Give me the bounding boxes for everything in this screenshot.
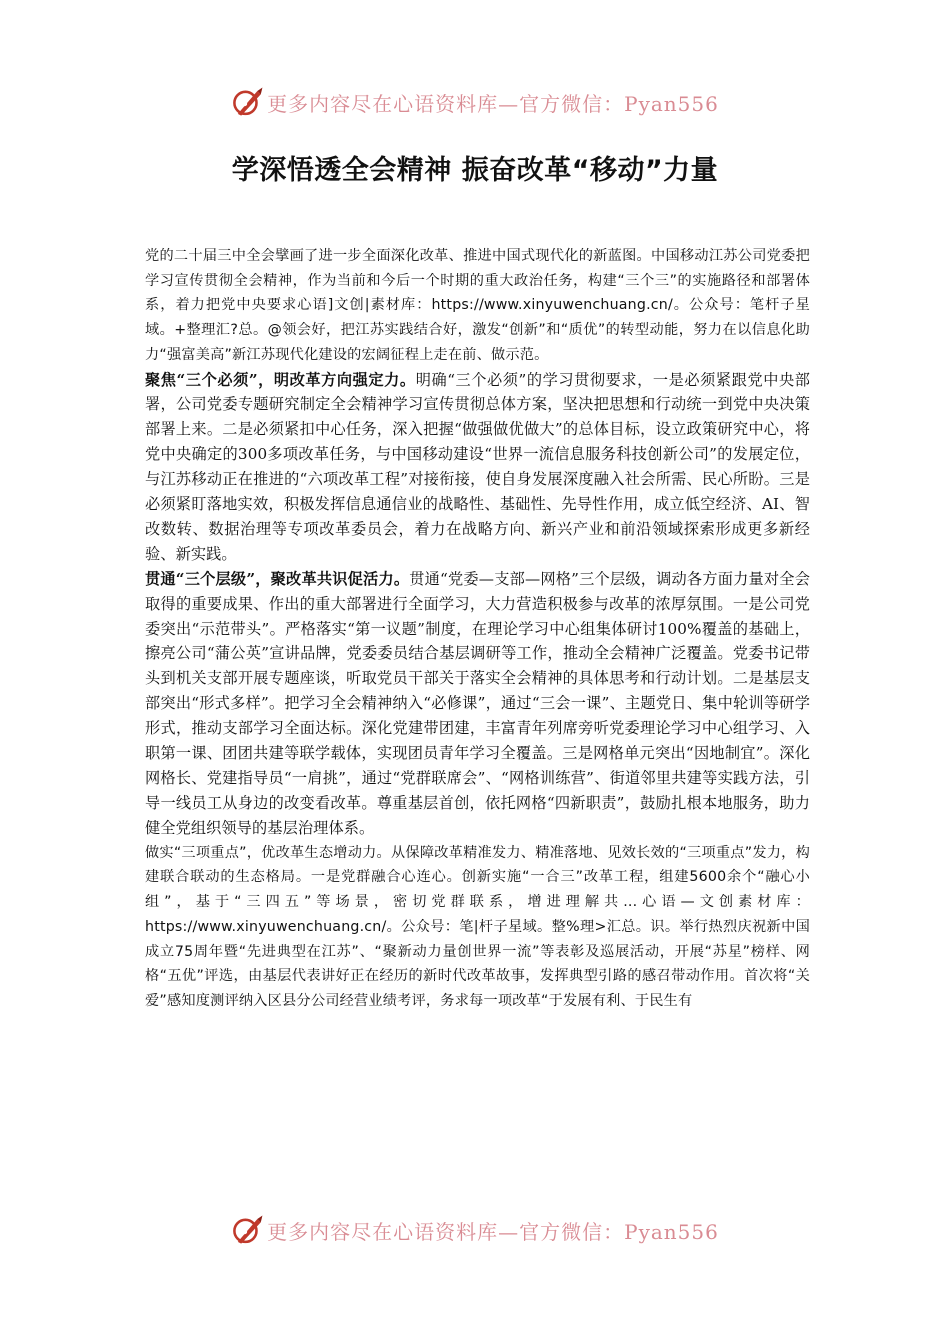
section-paragraph-1 (145, 368, 810, 567)
pen-logo-icon (231, 85, 265, 119)
document-body (145, 244, 810, 1014)
banner-text: 更多内容尽在心语资料库—官方微信：Pyan556 (267, 91, 719, 116)
section-1-body: 明确“三个必须”的学习贯彻要求，一是必须紧跟党中央部署，公司党委专题研究制定全会精神学习宣传贯彻总体方案，坚决把思想和行动统一到党中央决策部署上来。二是必须紧扣中心任务，深入把握“做强做优做大”的总体目标，设立政策研究中心，将党中央确定的300多项改革任务，与中国移动建设“世界一流信息服务科技创新公司”的发展定位，与江苏移动正在推进的“六项改革工程”对接衔接，使自身发展深度融入社会所需、民心所盼。三是必须紧盯落地实效，积极发挥信息通信业的战略性、基础性、先导性作用，成立低空经济、AI、智改数转、数据治理等专项改革委员会，着力在战略方向、新兴产业和前沿领域探索形成更多新经验、新实践。 (145, 370, 810, 563)
footer-banner (0, 1210, 950, 1250)
section-paragraph-2 (145, 567, 810, 841)
section-2-body: 贯通“党委—支部—网格”三个层级，调动各方面力量对全会取得的重要成果、作出的重大部署进行全面学习，大力营造积极参与改革的浓厚氛围。一是公司党委突出“示范带头”。严格落实“第一议题”制度，在理论学习中心组集体研讨100%覆盖的基础上，擦亮公司“蒲公英”宣讲品牌，党委委员结合基层调研等工作，推动全会精神广泛覆盖。党委书记带头到机关支部开展专题座谈，听取党员干部关于落实全会精神的具体思考和行动计划。二是基层支部突出“形式多样”。把学习全会精神纳入“必修课”，通过“三会一课”、主题党日、集中轮训等研学形式，推动支部学习全面达标。深化党建带团建，丰富青年列席旁听党委理论学习中心组学习、入职第一课、团团共建等联学载体，实现团员青年学习全覆盖。三是网格单元突出“因地制宜”。深化网格长、党建指导员“一肩挑”，通过“党群联席会”、“网格训练营”、街道邻里共建等实践方法，引导一线员工从身边的改变看改革。尊重基层首创，依托网格“四新职责”，鼓励扎根本地服务，助力健全党组织领导的基层治理体系。 (145, 569, 810, 837)
banner-text: 更多内容尽在心语资料库—官方微信：Pyan556 (267, 1219, 719, 1244)
section-paragraph-3: 做实“三项重点”，优改革生态增动力。从保障改革精准发力、精准落地、见效长效的“三项重点”发力，构建联合联动的生态格局。一是党群融合心连心。创新实施“一合三”改革工程，组建5600余个“融心小组”，基于“三四五”等场景，密切党群联系，增进理解共...心语—文创素材库：https://www.xinyuwenchuang.cn/。公众号：笔|杆子星域。整%理>汇总。识。举行热烈庆祝新中国成立75周年暨“先进典型在江苏”、“聚新动力量创世界一流”等表彰及巡展活动，开展“苏星”榜样、网格“五优”评选，由基层代表讲好正在经历的新时代改革故事，发挥典型引路的感召带动作用。首次将“关爱”感知度测评纳入区县分公司经营业绩考评，务求每一项改革“于发展有利、于民生有 (145, 844, 810, 1009)
section-1-heading: 聚焦“三个必须”，明改革方向强定力。 (145, 370, 416, 389)
intro-paragraph: 党的二十届三中全会擘画了进一步全面深化改革、推进中国式现代化的新蓝图。中国移动江苏公司党委把学习宣传贯彻全会精神，作为当前和今后一个时期的重大政治任务，构建“三个三”的实施路径和部署体系，着力把党中央要求心语]文创|素材库：https://www.xinyuwenchuang.cn/。公众号：笔杆子星域。+整理汇?总。@领会好，把江苏实践结合好，激发“创新”和“质优”的转型动能，努力在以信息化助力“强富美高”新江苏现代化建设的宏阔征程上走在前、做示范。 (145, 248, 810, 363)
section-2-heading: 贯通“三个层级”，聚改革共识促活力。 (145, 569, 410, 588)
document-title: 学深悟透全会精神 振奋改革“移动”力量 (231, 155, 719, 186)
pen-logo-icon (231, 1213, 265, 1247)
header-banner (0, 82, 950, 122)
